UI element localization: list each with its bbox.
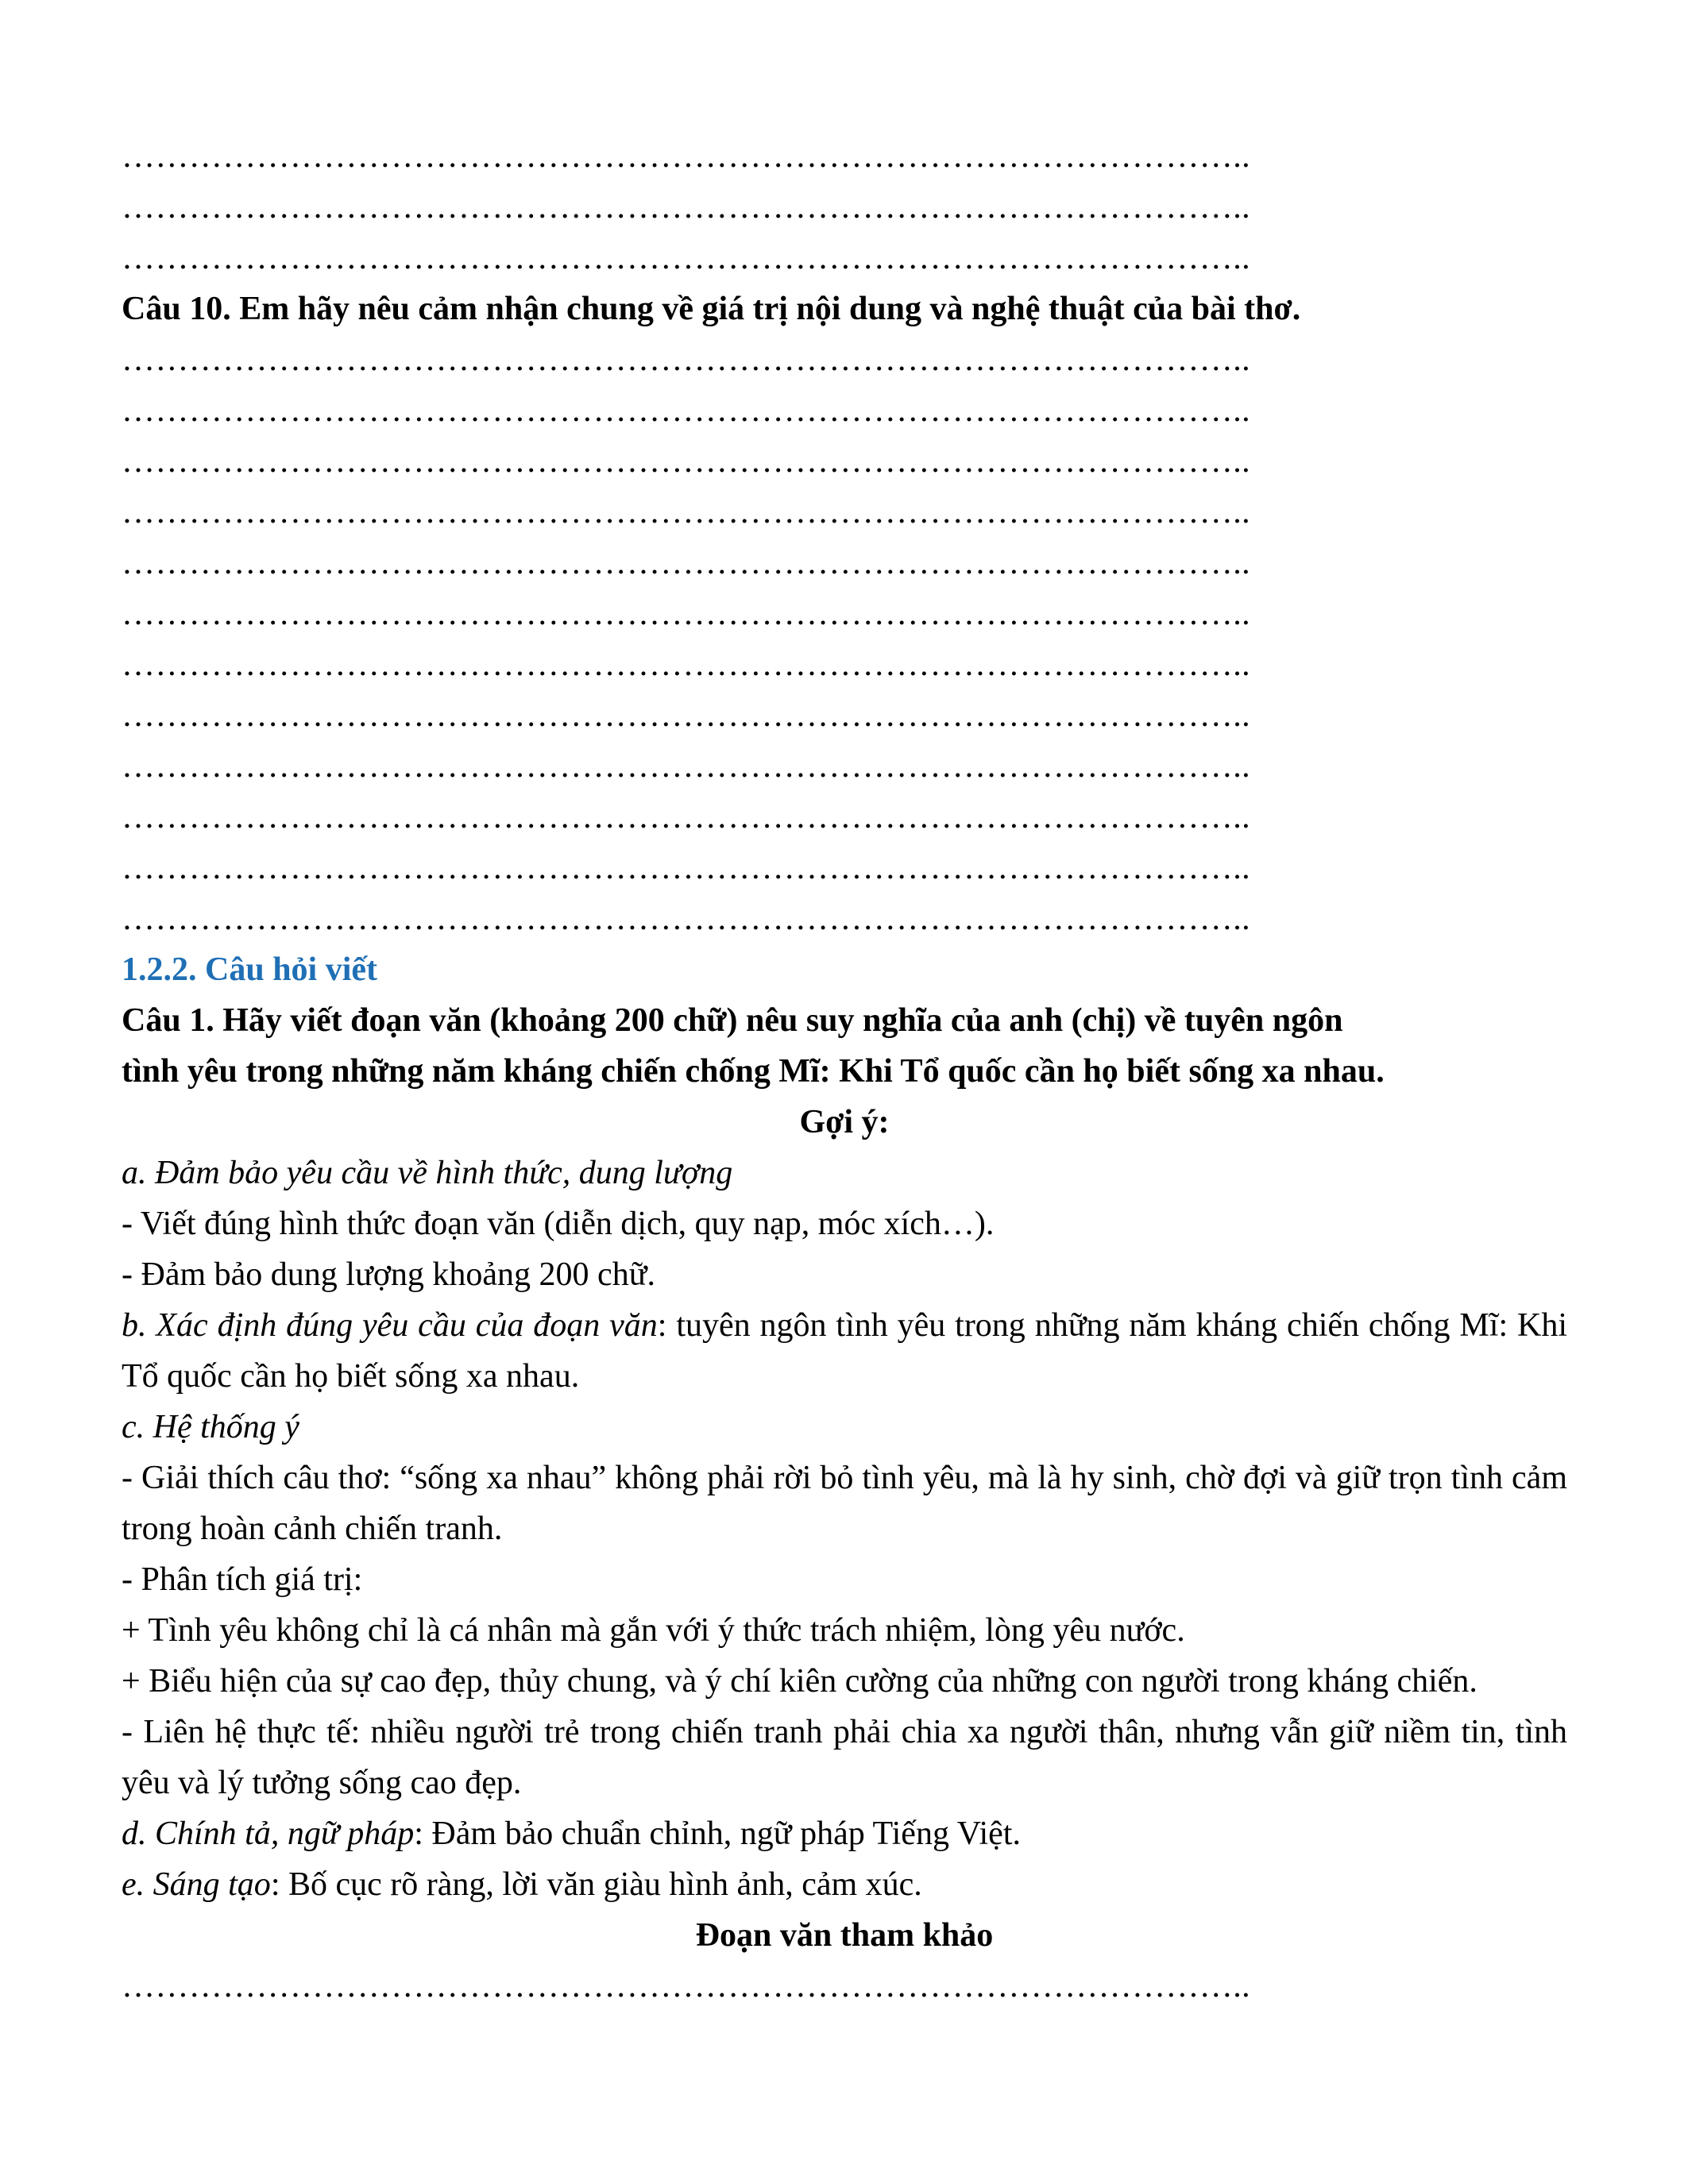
- criterion-b-label: b. Xác định đúng yêu cầu của đoạn văn: [122, 1307, 658, 1344]
- criterion-d-label: d. Chính tả, ngữ pháp: [122, 1815, 415, 1852]
- criterion-d-text: : Đảm bảo chuẩn chỉnh, ngữ pháp Tiếng Việt.: [414, 1815, 1021, 1852]
- dotted-answer-line: ………………………………………………………………………………………..: [122, 596, 1250, 632]
- question-1-line-2: tình yêu trong những năm kháng chiến chống Mĩ: Khi Tổ quốc cần họ biết sống xa nhau.: [122, 1053, 1385, 1090]
- dotted-answer-line: ………………………………………………………………………………………..: [122, 697, 1250, 734]
- dotted-answer-line: ………………………………………………………………………………………..: [122, 494, 1250, 531]
- dotted-answer-line: ………………………………………………………………………………………..: [122, 850, 1250, 886]
- dotted-answer-line: ………………………………………………………………………………………..: [122, 138, 1250, 175]
- criterion-c-item: - Liên hệ thực tế: nhiều người trẻ trong chiến tranh phải chia xa người thân, nhưng vẫn giữ niềm tin, tình yêu và lý tưởng sống cao đẹp.: [122, 1714, 1567, 1801]
- criterion-e-text: : Bố cục rõ ràng, lời văn giàu hình ảnh, cảm xúc.: [270, 1866, 922, 1903]
- dotted-answer-line: ………………………………………………………………………………………..: [122, 392, 1250, 429]
- section-heading: 1.2.2. Câu hỏi viết: [122, 951, 378, 988]
- question-10: Câu 10. Em hãy nêu cảm nhận chung về giá trị nội dung và nghệ thuật của bài thơ.: [122, 291, 1301, 327]
- dotted-answer-line: ………………………………………………………………………………………..: [122, 341, 1250, 378]
- dotted-answer-line: ………………………………………………………………………………………..: [122, 189, 1250, 226]
- criterion-e: [122, 1859, 1567, 1910]
- criterion-a-item: - Viết đúng hình thức đoạn văn (diễn dịch, quy nạp, móc xích…).: [122, 1206, 995, 1242]
- reference-title: Đoạn văn tham khảo: [695, 1917, 994, 1954]
- question-1-line-1: Câu 1. Hãy viết đoạn văn (khoảng 200 chữ) nêu suy nghĩa của anh (chị) về tuyên ngôn: [122, 1002, 1343, 1039]
- dotted-answer-line: ………………………………………………………………………………………..: [122, 901, 1250, 937]
- criterion-e-label: e. Sáng tạo: [122, 1866, 271, 1903]
- criterion-c-item: - Giải thích câu thơ: “sống xa nhau” không phải rời bỏ tình yêu, mà là hy sinh, chờ đợi và giữ trọn tình cảm trong hoàn cảnh chiến tranh.: [122, 1460, 1567, 1547]
- dotted-answer-line: ………………………………………………………………………………………..: [122, 646, 1250, 683]
- dotted-answer-line: ………………………………………………………………………………………..: [122, 1968, 1250, 2005]
- document-page: [122, 131, 1567, 2012]
- criterion-a-label: a. Đảm bảo yêu cầu về hình thức, dung lượng: [122, 1155, 733, 1191]
- criterion-a-item: - Đảm bảo dung lượng khoảng 200 chữ.: [122, 1256, 655, 1293]
- hint-title: Gợi ý:: [799, 1104, 890, 1140]
- dotted-answer-line: ………………………………………………………………………………………..: [122, 545, 1250, 581]
- dotted-answer-line: ………………………………………………………………………………………..: [122, 799, 1250, 835]
- criterion-c-label: c. Hệ thống ý: [122, 1409, 299, 1445]
- dotted-answer-line: ………………………………………………………………………………………..: [122, 443, 1250, 480]
- criterion-b: [122, 1300, 1567, 1402]
- criterion-b-text: : tuyên ngôn tình yêu trong những năm kháng chiến chống Mĩ: Khi Tổ quốc cần họ biết sống xa nhau.: [122, 1307, 1567, 1395]
- dotted-answer-line: ………………………………………………………………………………………..: [122, 748, 1250, 785]
- criterion-d: [122, 1808, 1567, 1859]
- answer-lines-q10: [122, 334, 1567, 944]
- dotted-answer-line: ………………………………………………………………………………………..: [122, 240, 1250, 276]
- criterion-c-item: + Biểu hiện của sự cao đẹp, thủy chung, và ý chí kiên cường của những con người trong kháng chiến.: [122, 1663, 1477, 1700]
- criterion-c-item: - Phân tích giá trị:: [122, 1561, 363, 1598]
- criterion-c-item: + Tình yêu không chỉ là cá nhân mà gắn với ý thức trách nhiệm, lòng yêu nước.: [122, 1612, 1185, 1649]
- answer-lines-top: [122, 131, 1567, 284]
